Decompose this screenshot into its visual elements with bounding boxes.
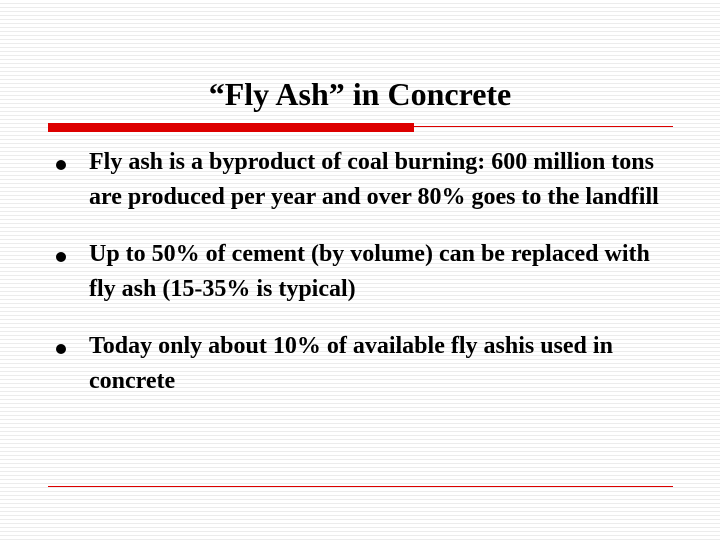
bullet-item bbox=[48, 237, 668, 307]
footer-rule bbox=[48, 486, 673, 487]
bullet-text: Today only about 10% of available fly ashis used in concrete bbox=[89, 333, 613, 394]
bullet-text: Fly ash is a byproduct of coal burning: 600 million tons are produced per year and over 80% goes to the landfill bbox=[89, 149, 659, 210]
bullet-dot-icon bbox=[56, 252, 66, 262]
bullet-text: Up to 50% of cement (by volume) can be replaced with fly ash (15-35% is typical) bbox=[89, 241, 650, 302]
bullet-item bbox=[48, 145, 668, 215]
title-underline-thick bbox=[48, 123, 414, 132]
bullet-item bbox=[48, 329, 668, 399]
bullet-dot-icon bbox=[56, 160, 66, 170]
bullet-list bbox=[48, 145, 668, 421]
title-underline-thin bbox=[414, 126, 673, 127]
slide-title: “Fly Ash” in Concrete bbox=[208, 76, 512, 112]
title-underline bbox=[48, 123, 673, 133]
bullet-dot-icon bbox=[56, 344, 66, 354]
